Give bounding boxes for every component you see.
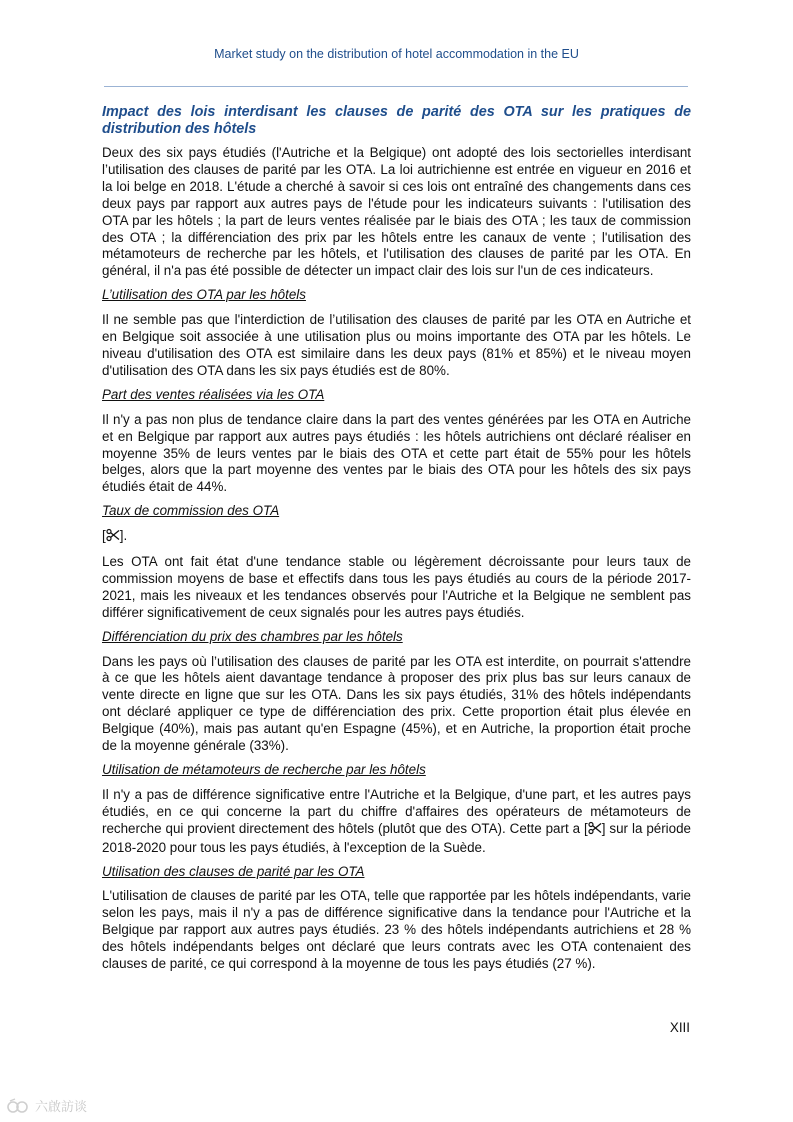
bracket-close: ]. [119, 528, 128, 544]
paragraph-metasearch [102, 787, 691, 857]
watermark [7, 1096, 87, 1115]
scissors-icon [588, 821, 602, 840]
paragraph-commission-rates: Les OTA ont fait état d'une tendance stable ou légèrement décroissante pour leurs taux de commission moyens de base et effectifs dans tous les pays étudiés au cours de la période 2017-2021, mais les niveaux et les tendances observés pour l'Autriche et la Belgique ne semblent pas différer significativement de ceux signalés pour les autres pays étudiés. [102, 554, 691, 620]
section-title: Impact des lois interdisant les clauses de parité des OTA sur les pratiques de distribution des hôtels [102, 104, 691, 137]
subheading-price-differentiation: Différenciation du prix des chambres par les hôtels [102, 628, 403, 644]
metasearch-text-after: ] sur la période 2018-2020 pour tous les pays étudiés, à l'exception de la Suède. [102, 820, 692, 855]
paragraph-price-differentiation: Dans les pays où l’utilisation des clauses de parité par les OTA est interdite, on pourrait s'attendre à ce que les hôtels aient davantage tendance à proposer des prix plus bas sur leurs canaux de vente directe en ligne que sur les OTA. Dans les six pays étudiés, 31% des hôtels indépendants ont déclaré appliquer ce type de différenciation des prix. Cette proportion était plus élevée en Belgique (40%), mais pas autant qu'en Espagne (45%), et en Autriche, la proportion était proche de la moyenne générale (33%). [102, 653, 691, 754]
scissors-icon [106, 528, 120, 547]
bracket-open: [ [102, 528, 106, 544]
watermark-logo-icon [7, 1098, 31, 1114]
subheading-parity-clauses: Utilisation des clauses de parité par les OTA [102, 863, 365, 879]
paragraph-ota-usage: Il ne semble pas que l'interdiction de l’utilisation des clauses de parité par les OTA en Autriche et en Belgique soit associée à une utilisation plus ou moins importante des OTA par les hôtels. Le niveau d'utilisation des OTA est similaire dans les deux pays (81% et 85%) et le niveau moyen d'utilisation des OTA dans les six pays étudiés est de 80%. [102, 312, 691, 378]
subheading-metasearch: Utilisation de métamoteurs de recherche par les hôtels [102, 762, 426, 777]
intro-paragraph: Deux des six pays étudiés (l'Autriche et la Belgique) ont adopté des lois sectorielles interdisant l’utilisation des clauses de parité par les OTA. La loi autrichienne est entrée en vigueur en 2016 et la loi belge en 2018. L'étude a cherché à savoir si ces lois ont entraîné des changements dans ces deux pays par rapport aux autres pays de l'étude pour les indicateurs suivants : l'utilisation des OTA par les hôtels ; la part de leurs ventes réalisée par le biais des OTA ; les taux de commission des OTA ; la différenciation des prix par les hôtels entre les canaux de vente ; l'utilisation des métamoteurs de recherche par les hôtels, et l'utilisation des clauses de parité par les OTA. En général, il n'a pas été possible de détecter un impact clair des lois sur l'un de ces indicateurs. [102, 145, 691, 279]
paragraph-sales-share: Il n'y a pas non plus de tendance claire dans la part des ventes générées par les OTA en Autriche et en Belgique par rapport aux autres pays étudiés : les hôtels autrichiens ont déclaré réaliser en moyenne 35% de leurs ventes par le biais des OTA et cette part était de 55% pour les hôtels belges, alors que la part moyenne des ventes par le biais des OTA pour les hôtels des six pays étudiés était de 44%. [102, 411, 691, 495]
header-divider [104, 86, 688, 87]
subheading-commission-rates: Taux de commission des OTA [102, 503, 280, 519]
subheading-sales-share: Part des ventes réalisées via les OTA [102, 386, 325, 402]
watermark-text: 六啟訪谈 [35, 1099, 88, 1114]
subheading-ota-usage: L’utilisation des OTA par les hôtels [102, 287, 306, 303]
redacted-line [102, 528, 691, 547]
document-body [102, 104, 691, 980]
page-number: XIII [669, 1020, 690, 1035]
metasearch-text-before: Il n'y a pas de différence significative entre l'Autriche et la Belgique, d'une part, et les autres pays étudiés, en ce qui concerne la part du chiffre d'affaires des opérateurs de métamoteurs de recherche qui provient directement des hôtels (plutôt que des OTA). Cette part a [ [102, 786, 691, 836]
page-header: Market study on the distribution of hotel accommodation in the EU [214, 47, 579, 61]
paragraph-parity-clauses: L'utilisation de clauses de parité par les OTA, telle que rapportée par les hôtels indépendants, varie selon les pays, mais il n'y a pas de différence significative dans la tendance pour l'Autriche et la Belgique par rapport aux autres pays étudiés. 23 % des hôtels indépendants autrichiens et 28 % des hôtels indépendants belges ont déclaré que leurs contrats avec les OTA contenaient des clauses de parité, ce qui correspond à la moyenne de tous les pays étudiés (27 %). [102, 888, 691, 972]
